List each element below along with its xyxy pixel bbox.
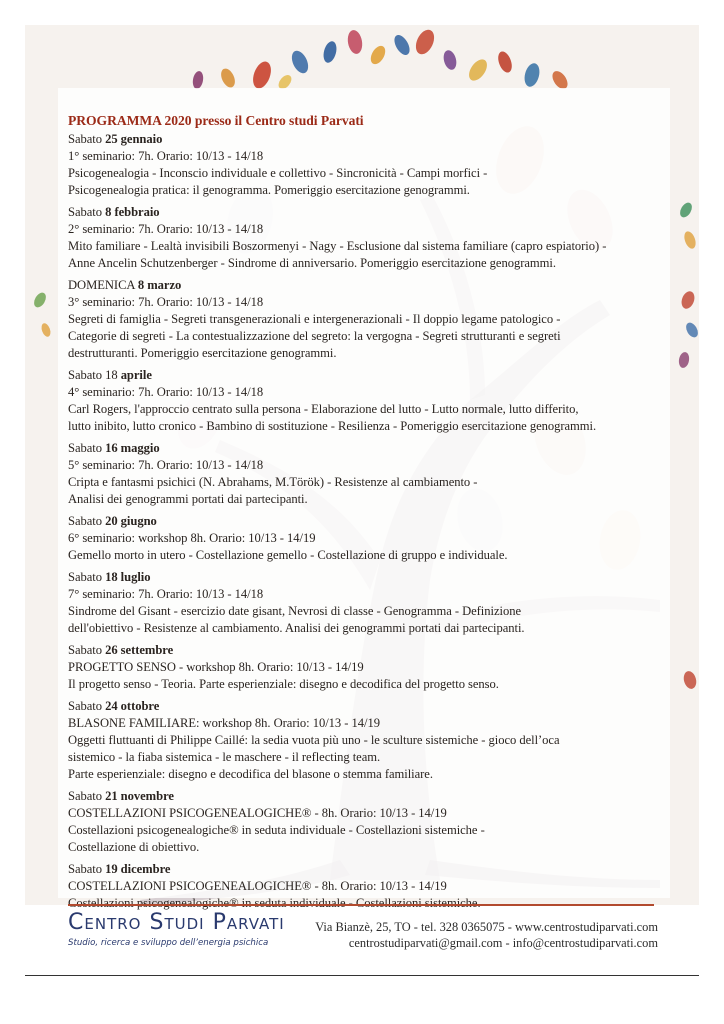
- session-description: Il progetto senso - Teoria. Parte esperienziale: disegno e decodifica del progetto senso.: [68, 677, 499, 691]
- session-date-bold: 21 novembre: [105, 789, 174, 803]
- session-day: Sabato: [68, 862, 102, 876]
- session-schedule: COSTELLAZIONI PSICOGENEALOGICHE® - 8h. Orario: 10/13 - 14/19: [68, 806, 447, 820]
- session-block: [68, 277, 678, 362]
- session-day: Sabato: [68, 132, 102, 146]
- session-date: [68, 131, 678, 148]
- session-block: [68, 367, 678, 435]
- session-schedule: 2° seminario: 7h. Orario: 10/13 - 14/18: [68, 222, 264, 236]
- session-description: Gemello morto in utero - Costellazione gemello - Costellazione di gruppo e individuale.: [68, 548, 508, 562]
- session-description: Costellazione di obiettivo.: [68, 840, 200, 854]
- session-day: Sabato: [68, 441, 102, 455]
- session-date-bold: 19 dicembre: [105, 862, 171, 876]
- session-day: Sabato: [68, 643, 102, 657]
- session-date-bold: 26 settembre: [105, 643, 174, 657]
- session-description: Psicogenealogia pratica: il genogramma. Pomeriggio esercitazione genogrammi.: [68, 183, 470, 197]
- session-day: Sabato: [68, 699, 102, 713]
- session-schedule: 5° seminario: 7h. Orario: 10/13 - 14/18: [68, 458, 264, 472]
- session-description: Anne Ancelin Schutzenberger - Sindrome di anniversario. Pomeriggio esercitazione genogrammi.: [68, 256, 556, 270]
- session-date-bold: 18 luglio: [105, 570, 151, 584]
- session-date: [68, 204, 678, 221]
- contact-info: [315, 919, 658, 951]
- session-description: Costellazioni psicogenealogiche® in seduta individuale - Costellazioni sistemiche.: [68, 896, 481, 910]
- session-schedule: PROGETTO SENSO - workshop 8h. Orario: 10/13 - 14/19: [68, 660, 364, 674]
- session-schedule: 4° seminario: 7h. Orario: 10/13 - 14/18: [68, 385, 264, 399]
- session-description: Oggetti fluttuanti di Philippe Caillé: la sedia vuota più uno - le sculture sistemiche - gioco dell’oca: [68, 733, 560, 747]
- session-block: [68, 569, 678, 637]
- session-day: Sabato: [68, 205, 102, 219]
- session-list: [68, 131, 678, 912]
- session-date-bold: 24 ottobre: [105, 699, 160, 713]
- logo-tagline: Studio, ricerca e sviluppo dell’energia psichica: [68, 938, 269, 948]
- session-date-bold: 8 marzo: [137, 278, 182, 292]
- logo-wordmark: CENTRO STUDI PARVATI: [68, 910, 285, 935]
- session-date-bold: 20 giugno: [105, 514, 157, 528]
- program-title: PROGRAMMA 2020 presso il Centro studi Parvati: [68, 113, 364, 128]
- session-date: [68, 367, 678, 384]
- session-description: Segreti di famiglia - Segreti transgenerazionali e intergenerazionali - Il doppio legame patologico -: [68, 312, 561, 326]
- session-block: [68, 204, 678, 272]
- session-date: [68, 440, 678, 457]
- address-phone-website: Via Bianzè, 25, TO - tel. 328 0365075 - www.centrostudiparvati.com: [315, 920, 658, 934]
- session-day: DOMENICA: [68, 278, 135, 292]
- program-content: [68, 112, 678, 917]
- session-date: [68, 698, 678, 715]
- session-block: [68, 698, 678, 783]
- session-description: Parte esperienziale: disegno e decodifica del blasone o stemma familiare.: [68, 767, 433, 781]
- session-description: lutto inibito, lutto cronico - Bambino di sostituzione - Resilienza - Pomeriggio esercitazione genogrammi.: [68, 419, 597, 433]
- session-description: Sindrome del Gisant - esercizio date gisant, Nevrosi di classe - Genogramma - Definizione: [68, 604, 521, 618]
- session-description: Analisi dei genogrammi portati dai partecipanti.: [68, 492, 308, 506]
- session-description: Psicogenealogia - Inconscio individuale e collettivo - Sincronicità - Campi morfici -: [68, 166, 488, 180]
- session-schedule: BLASONE FAMILIARE: workshop 8h. Orario: 10/13 - 14/19: [68, 716, 380, 730]
- session-day: Sabato 18: [68, 368, 118, 382]
- session-schedule: 1° seminario: 7h. Orario: 10/13 - 14/18: [68, 149, 264, 163]
- session-description: destrutturanti. Pomeriggio esercitazione genogrammi.: [68, 346, 337, 360]
- session-day: Sabato: [68, 789, 102, 803]
- session-block: [68, 788, 678, 856]
- session-description: Cripta e fantasmi psichici (N. Abrahams, M.Török) - Resistenze al cambiamento -: [68, 475, 478, 489]
- session-block: [68, 642, 678, 693]
- email-addresses: centrostudiparvati@gmail.com - info@centrostudiparvati.com: [348, 936, 658, 950]
- session-day: Sabato: [68, 514, 102, 528]
- session-description: dell'obiettivo - Resistenze al cambiamento. Analisi dei genogrammi portati dai partecipanti.: [68, 621, 525, 635]
- session-block: [68, 513, 678, 564]
- session-description: Categorie di segreti - La contestualizzazione del segreto: la vergogna - Segreti strutturanti e segreti: [68, 329, 561, 343]
- session-block: [68, 440, 678, 508]
- session-date-bold: 8 febbraio: [105, 205, 160, 219]
- session-date: [68, 513, 678, 530]
- bottom-rule: [25, 975, 699, 976]
- session-date-bold: 16 maggio: [105, 441, 160, 455]
- session-date-bold: aprile: [120, 368, 152, 382]
- centro-studi-parvati-logo: [68, 912, 298, 948]
- session-date: [68, 642, 678, 659]
- session-date: [68, 788, 678, 805]
- session-description: sistemico - la fiaba sistemica - le maschere - il reflecting team.: [68, 750, 381, 764]
- session-description: Mito familiare - Lealtà invisibili Boszormenyi - Nagy - Esclusione dal sistema familiare (capro espiatorio) -: [68, 239, 607, 253]
- session-date: [68, 861, 678, 878]
- session-day: Sabato: [68, 570, 102, 584]
- session-description: Costellazioni psicogenealogiche® in seduta individuale - Costellazioni sistemiche -: [68, 823, 485, 837]
- session-date-bold: 25 gennaio: [105, 132, 163, 146]
- session-schedule: COSTELLAZIONI PSICOGENEALOGICHE® - 8h. Orario: 10/13 - 14/19: [68, 879, 447, 893]
- session-date: [68, 569, 678, 586]
- session-schedule: 3° seminario: 7h. Orario: 10/13 - 14/18: [68, 295, 264, 309]
- session-block: [68, 131, 678, 199]
- session-schedule: 7° seminario: 7h. Orario: 10/13 - 14/18: [68, 587, 264, 601]
- session-schedule: 6° seminario: workshop 8h. Orario: 10/13 - 14/19: [68, 531, 316, 545]
- session-description: Carl Rogers, l'approccio centrato sulla persona - Elaborazione del lutto - Lutto normale, lutto differito,: [68, 402, 579, 416]
- footer-divider: [68, 904, 654, 906]
- session-date: [68, 277, 678, 294]
